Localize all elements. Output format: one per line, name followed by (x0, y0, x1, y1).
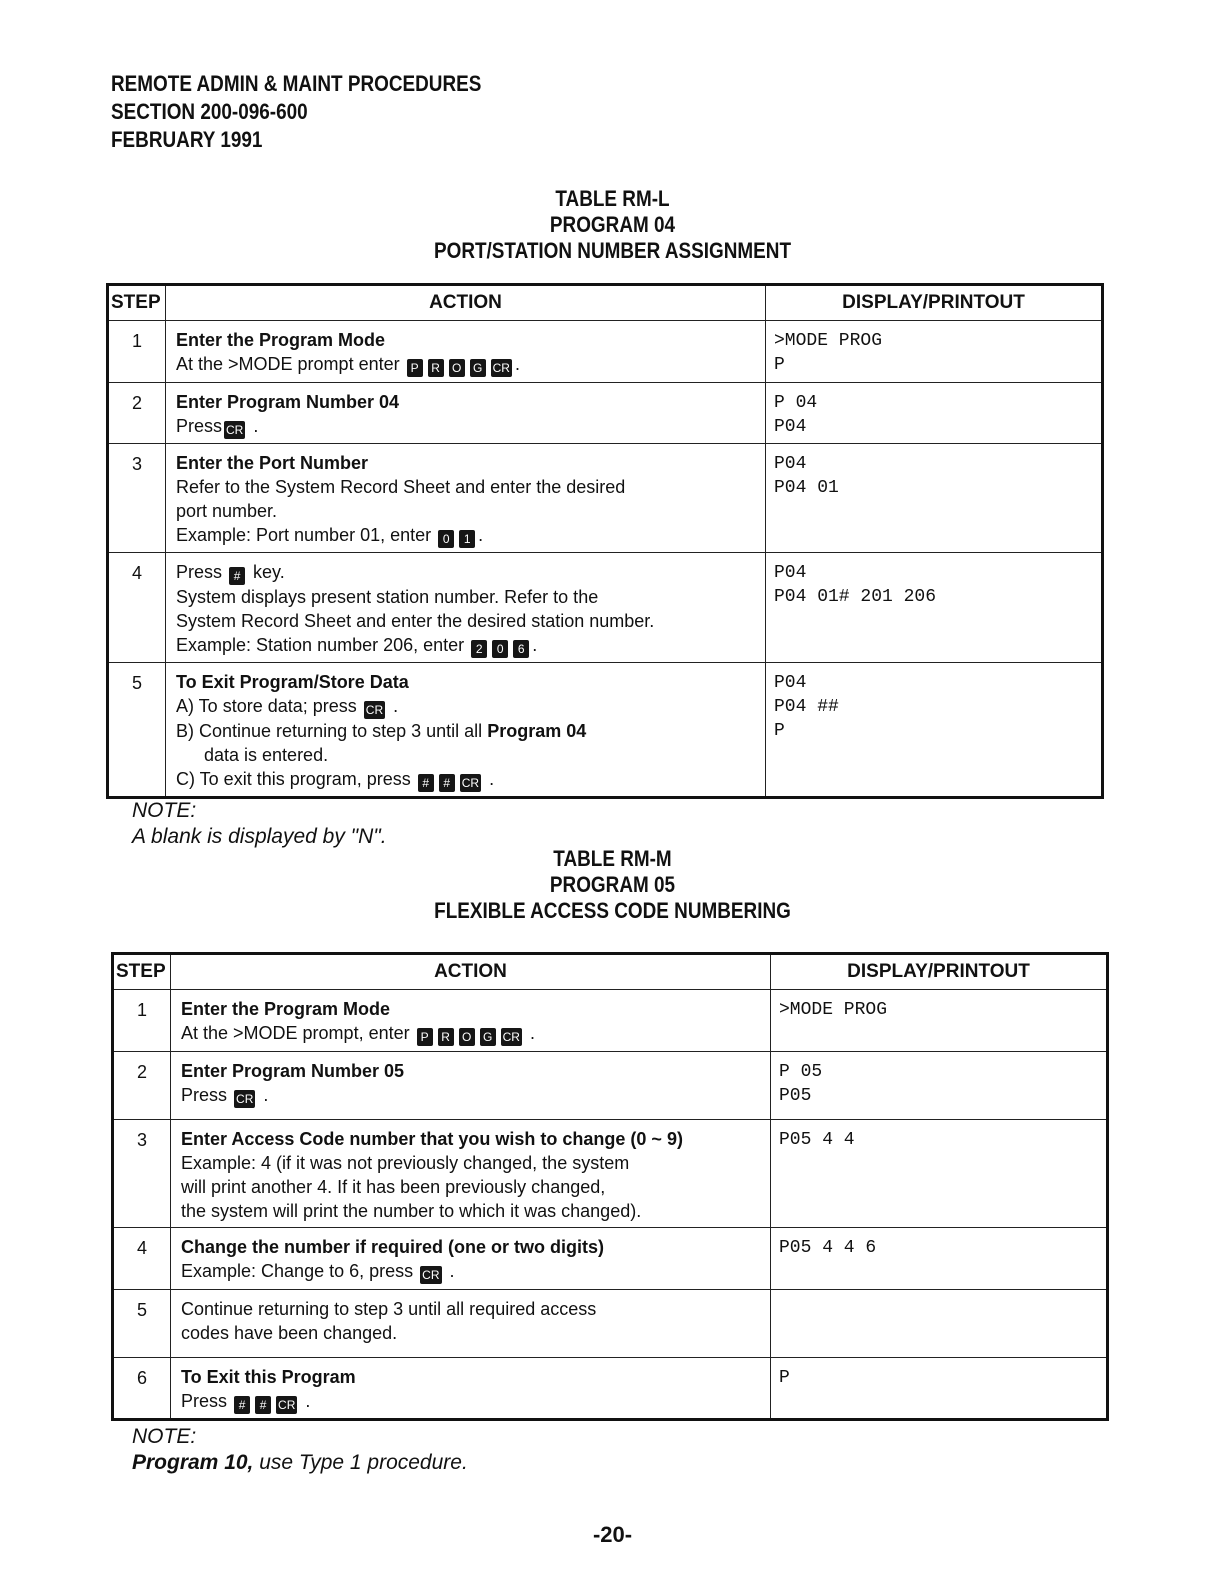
key-hash: # (229, 567, 245, 585)
note-bold: Program 10, (132, 1451, 254, 1474)
step-number: 1 (113, 990, 171, 1052)
display-cell (766, 321, 1103, 383)
key-cr: CR (365, 703, 384, 717)
display-cell (771, 1228, 1108, 1290)
action-line (176, 767, 757, 792)
action-text: Press (181, 1391, 228, 1411)
table-l-title (0, 186, 1225, 264)
col-step: STEP (108, 285, 166, 321)
table-row (113, 1290, 1108, 1358)
key-hash: # (255, 1396, 271, 1414)
action-line (181, 1389, 762, 1414)
key-2: 2 (471, 640, 487, 658)
key-cr: CR (461, 776, 480, 790)
action-text: Refer to the System Record Sheet and enter the desired (176, 477, 626, 497)
action-title: Enter Program Number 04 (176, 392, 400, 412)
table-l-title-line3: PORT/STATION NUMBER ASSIGNMENT (433, 238, 792, 263)
step-number: 6 (113, 1358, 171, 1420)
col-step: STEP (113, 954, 171, 990)
col-action: ACTION (166, 285, 766, 321)
action-line (181, 1021, 762, 1046)
note-text: use Type 1 procedure. (259, 1451, 468, 1474)
action-text: codes have been changed. (181, 1323, 398, 1343)
action-title: To Exit Program/Store Data (176, 672, 409, 692)
display-cell (771, 1120, 1108, 1228)
table-l (106, 283, 1104, 799)
action-text: B) Continue returning to step 3 until all (176, 721, 483, 741)
action-text: port number. (176, 501, 278, 521)
action-text: System Record Sheet and enter the desired station number. (176, 611, 655, 631)
header-date: FEBRUARY 1991 (111, 127, 263, 152)
table-row (113, 990, 1108, 1052)
action-text: Press (176, 562, 223, 582)
note-table-m (132, 1424, 468, 1476)
display-line: P04 (774, 417, 807, 437)
step-number: 5 (108, 663, 166, 798)
table-m-title-line2: PROGRAM 05 (549, 872, 676, 897)
step-number: 2 (108, 383, 166, 444)
action-text: Press (181, 1085, 228, 1105)
action-text: System displays present station number. Refer to the (176, 587, 599, 607)
action-cell (171, 990, 771, 1052)
table-m-title-line3: FLEXIBLE ACCESS CODE NUMBERING (434, 898, 791, 923)
key-0: 0 (492, 640, 508, 658)
key-hash: # (418, 774, 434, 792)
key-cr: CR (492, 361, 510, 375)
action-text: will print another 4. If it has been previously changed, (181, 1177, 606, 1197)
table-m-header-row (113, 954, 1108, 990)
action-line (181, 1083, 762, 1108)
table-row (108, 553, 1103, 663)
note-line (132, 1450, 468, 1476)
action-line (181, 1259, 762, 1284)
note-text: A blank is displayed by "N". (132, 825, 387, 848)
action-line (176, 414, 757, 439)
display-line: P04 (774, 673, 807, 693)
action-tail: . (263, 1085, 269, 1105)
action-line (176, 694, 757, 719)
display-line: P (774, 355, 785, 375)
display-line: P 04 (774, 393, 818, 413)
display-cell (771, 1358, 1108, 1420)
key-o: O (449, 359, 465, 377)
display-line: >MODE PROG (779, 1000, 888, 1020)
action-title: Enter the Program Mode (181, 999, 391, 1019)
key-1: 1 (459, 530, 475, 548)
action-text: Example: Station number 206, enter (176, 635, 465, 655)
display-cell (771, 1290, 1108, 1358)
display-cell (771, 990, 1108, 1052)
table-m-title (0, 846, 1225, 924)
action-tail: . (489, 769, 495, 789)
key-cr: CR (502, 1030, 520, 1044)
action-cell (166, 663, 766, 798)
key-cr: CR (236, 1092, 254, 1106)
step-number: 3 (113, 1120, 171, 1228)
action-text: Example: 4 (if it was not previously changed, the system (181, 1153, 630, 1173)
display-line: P05 4 4 (779, 1130, 855, 1150)
display-line: >MODE PROG (774, 331, 883, 351)
table-row (113, 1358, 1108, 1420)
key-0: 0 (438, 530, 454, 548)
action-cell (166, 444, 766, 553)
action-tail: . (253, 416, 259, 436)
action-title: Change the number if required (one or two digits) (181, 1237, 605, 1257)
action-line (176, 352, 757, 377)
display-cell (766, 383, 1103, 444)
key-p: P (417, 1028, 433, 1046)
table-row (113, 1052, 1108, 1120)
step-number: 5 (113, 1290, 171, 1358)
display-line: P04 ## (774, 697, 839, 717)
action-text: Continue returning to step 3 until all required access (181, 1299, 597, 1319)
action-title: Enter Access Code number that you wish to change (0 ~ 9) (181, 1129, 683, 1149)
action-cell (166, 321, 766, 383)
display-cell (766, 663, 1103, 798)
action-title: Enter the Program Mode (176, 330, 386, 350)
key-6: 6 (513, 640, 529, 658)
action-tail: . (478, 525, 484, 545)
key-cr: CR (422, 1268, 440, 1282)
key-cr: CR (278, 1398, 296, 1412)
display-line: P05 (779, 1086, 812, 1106)
table-l-header-row (108, 285, 1103, 321)
action-tail: . (305, 1391, 311, 1411)
table-row (108, 444, 1103, 553)
action-line (176, 560, 757, 585)
table-row (113, 1120, 1108, 1228)
action-line (176, 523, 757, 548)
table-row (108, 383, 1103, 444)
key-r: R (438, 1028, 454, 1046)
action-text: C) To exit this program, press (176, 769, 411, 789)
header-title: REMOTE ADMIN & MAINT PROCEDURES (111, 71, 482, 96)
display-line: P04 01 (774, 478, 839, 498)
key-r: R (428, 359, 444, 377)
col-display: DISPLAY/PRINTOUT (771, 954, 1108, 990)
display-line: P 05 (779, 1062, 823, 1082)
action-cell (171, 1228, 771, 1290)
table-m-title-line1: TABLE RM-M (553, 846, 672, 871)
action-text: data is entered. (204, 745, 329, 765)
display-line: P (774, 721, 785, 741)
key-hash: # (234, 1396, 250, 1414)
action-text: At the >MODE prompt, enter (181, 1023, 410, 1043)
action-tail: . (532, 635, 538, 655)
action-bold: Program 04 (487, 721, 587, 741)
action-cell (171, 1120, 771, 1228)
action-text: At the >MODE prompt enter (176, 354, 400, 374)
action-cell (166, 553, 766, 663)
table-l-title-line1: TABLE RM-L (555, 186, 670, 211)
step-number: 4 (113, 1228, 171, 1290)
col-action: ACTION (171, 954, 771, 990)
action-text: the system will print the number to which it was changed). (181, 1201, 642, 1221)
display-cell (766, 553, 1103, 663)
action-cell (171, 1052, 771, 1120)
display-line: P04 01# 201 206 (774, 587, 937, 607)
action-tail: . (393, 696, 399, 716)
action-text: Example: Change to 6, press (181, 1261, 414, 1281)
step-number: 3 (108, 444, 166, 553)
table-row (113, 1228, 1108, 1290)
page-number: -20- (592, 1522, 633, 1547)
display-line: P04 (774, 454, 807, 474)
note-table-l (132, 798, 387, 850)
action-text: key. (253, 562, 285, 582)
action-cell (171, 1290, 771, 1358)
action-cell (171, 1358, 771, 1420)
display-line: P05 4 4 6 (779, 1238, 877, 1258)
table-m (111, 952, 1109, 1421)
key-p: P (407, 359, 423, 377)
note-label: NOTE: (132, 799, 197, 822)
action-tail: . (449, 1261, 455, 1281)
display-line: P04 (774, 563, 807, 583)
action-text: Press (176, 416, 223, 436)
action-title: Enter the Port Number (176, 453, 369, 473)
col-display: DISPLAY/PRINTOUT (766, 285, 1103, 321)
table-row (108, 663, 1103, 798)
document-header (111, 70, 481, 154)
header-section: SECTION 200-096-600 (111, 99, 308, 124)
action-cell (166, 383, 766, 444)
key-g: G (470, 359, 486, 377)
action-tail: . (529, 1023, 535, 1043)
display-cell (766, 444, 1103, 553)
step-number: 2 (113, 1052, 171, 1120)
key-hash: # (439, 774, 455, 792)
display-cell (771, 1052, 1108, 1120)
key-g: G (480, 1028, 496, 1046)
action-title: Enter Program Number 05 (181, 1061, 405, 1081)
step-number: 4 (108, 553, 166, 663)
display-line: P (779, 1368, 790, 1388)
table-row (108, 321, 1103, 383)
action-line (176, 633, 757, 658)
key-cr: CR (226, 423, 244, 437)
action-line (176, 719, 757, 743)
action-text: A) To store data; press (176, 696, 357, 716)
step-number: 1 (108, 321, 166, 383)
note-label: NOTE: (132, 1425, 197, 1448)
action-title: To Exit this Program (181, 1367, 356, 1387)
action-text: Example: Port number 01, enter (176, 525, 432, 545)
key-o: O (459, 1028, 475, 1046)
action-tail: . (514, 354, 520, 374)
table-l-title-line2: PROGRAM 04 (549, 212, 676, 237)
